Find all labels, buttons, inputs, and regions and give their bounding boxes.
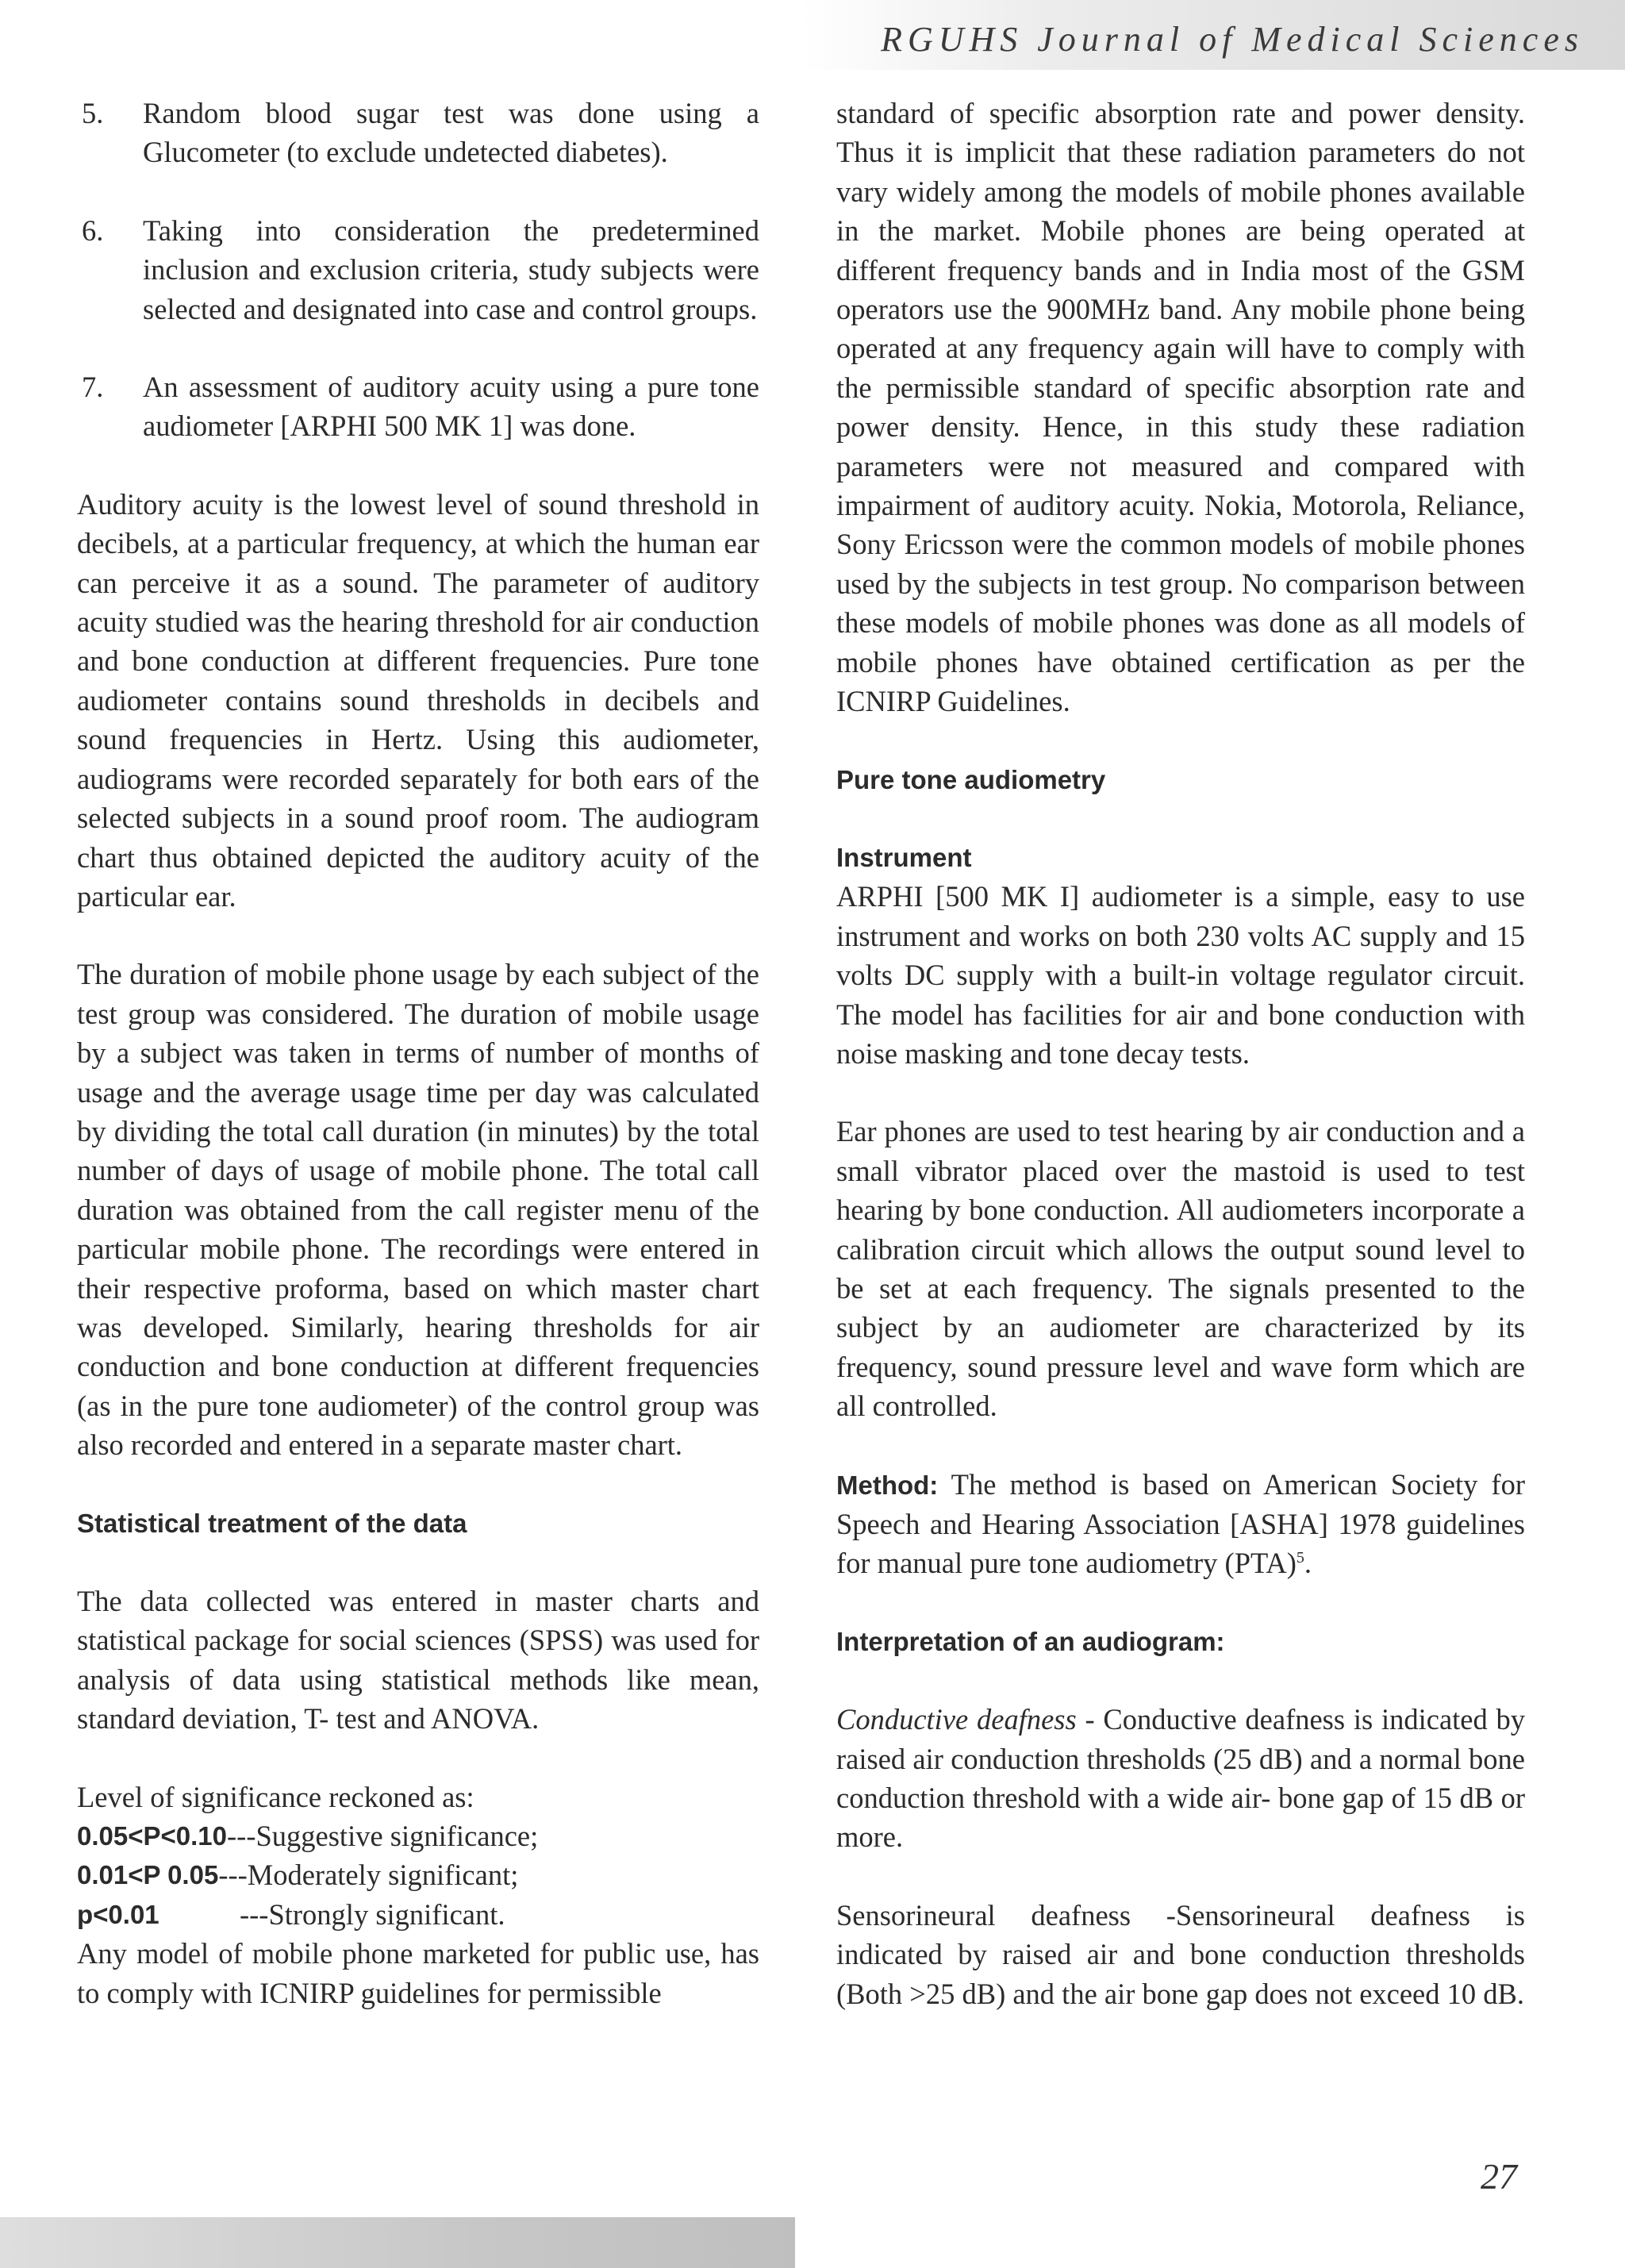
list-number: 5. xyxy=(82,97,104,129)
list-item xyxy=(77,367,759,446)
footer-band xyxy=(0,2217,795,2268)
conductive-text: - Conductive deafness is indicated by raised air conduction thresholds (25 dB) and a normal bone conduction threshold with a wide air- bone gap of 15 dB or more. xyxy=(836,1703,1526,1854)
list-number: 6. xyxy=(82,213,104,247)
significance-desc: ---Strongly significant. xyxy=(240,1897,505,1931)
significance-row xyxy=(77,1855,759,1894)
significance-row xyxy=(77,1895,759,1934)
significance-desc: ---Moderately significant; xyxy=(218,1859,519,1892)
auditory-acuity-paragraph: Auditory acuity is the lowest level of sound threshold in decibels, at a particular frequency, at which the human ear can perceive it as a sound. The parameter of auditory acuity studied was the hearing threshold for air conduction and bone conduction at different frequencies. Pure tone audiometer contains sound thresholds in decibels and sound frequencies in Hertz. Using this audiometer, audiograms were recorded separately for both ears of the selected subjects in a sound proof room. The audiogram chart thus obtained depicted the auditory acuity of the particular ear. xyxy=(77,487,759,913)
left-column xyxy=(77,94,759,2012)
list-text: Taking into consideration the predetermined inclusion and exclusion criteria, study subjects were selected and designated into case and control groups. xyxy=(143,213,759,325)
significance-row xyxy=(77,1816,759,1855)
conductive-paragraph xyxy=(836,1700,1525,1857)
icnirp-paragraph: Any model of mobile phone marketed for public use, has to comply with ICNIRP guidelines for permissible xyxy=(77,1937,759,2009)
significance-desc: ---Suggestive significance; xyxy=(227,1820,539,1853)
method-end: . xyxy=(1304,1547,1312,1580)
conductive-label: Conductive deafness xyxy=(836,1703,1077,1736)
pure-tone-audiometry-heading: Pure tone audiometry xyxy=(836,764,1106,794)
journal-title: RGUHS Journal of Medical Sciences xyxy=(881,20,1584,59)
list-item xyxy=(77,211,759,329)
statistical-treatment-heading: Statistical treatment of the data xyxy=(77,1508,467,1538)
list-text: An assessment of auditory acuity using a pure tone audiometer [ARPHI 500 MK 1] was done. xyxy=(143,371,759,443)
significance-key: 0.05<P<0.10 xyxy=(77,1821,228,1851)
instrument-heading: Instrument xyxy=(836,842,972,872)
list-text: Random blood sugar test was done using a Glucometer (to exclude undetected diabetes). xyxy=(143,97,759,169)
significance-key: 0.01<P 0.05 xyxy=(77,1860,219,1890)
usage-duration-paragraph: The duration of mobile phone usage by each subject of the test group was considered. The duration of mobile usage by a subject was taken in terms of number of months of usage and the average usage time per day was calculated by dividing the total call duration (in minutes) by the total number of days of usage of mobile phone. The total call duration was obtained from the call register menu of the particular mobile phone. The recordings were entered in their respective proforma, based on which master chart was developed. Similarly, hearing thresholds for air conduction and bone conduction at different frequencies (as in the pure tone audiometer) of the control group was also recorded and entered in a separate master chart. xyxy=(77,958,759,1462)
ear-phones-paragraph: Ear phones are used to test hearing by air conduction and a small vibrator placed over the mastoid is used to test hearing by bone conduction. All audiometers incorporate a calibration circuit which allows the output sound level to be set at each frequency. The signals presented to the subject by an audiometer are characterized by its frequency, sound pressure level and wave form which are all controlled. xyxy=(836,1115,1525,1423)
instrument-paragraph: ARPHI [500 MK I] audiometer is a simple, easy to use instrument and works on both 230 volts AC supply and 15 volts DC supply with a built-in voltage regulator circuit. The model has facilities for air and bone conduction with noise masking and tone decay tests. xyxy=(836,880,1525,1070)
sensorineural-paragraph: Sensorineural deafness -Sensorineural deafness is indicated by raised air and bone conduction thresholds (Both >25 dB) and the air bone gap does not exceed 10 dB. xyxy=(836,1898,1525,2010)
significance-intro: Level of significance reckoned as: xyxy=(77,1780,474,1813)
right-column xyxy=(836,94,1525,2013)
spss-paragraph: The data collected was entered in master charts and statistical package for social sciences (SPSS) was used for analysis of data using statistical methods like mean, standard deviation, T- test and ANOVA. xyxy=(77,1585,759,1736)
radiation-paragraph: standard of specific absorption rate and power density. Thus it is implicit that these radiation parameters do not vary widely among the models of mobile phones available in the market. Mobile phones are being operated at different frequency bands and in India most of the GSM operators use the 900MHz band. Any mobile phone being operated at any frequency again will have to comply with the permissible standard of specific absorption rate and power density. Hence, in this study these radiation parameters were not measured and compared with impairment of auditory acuity. Nokia, Motorola, Reliance, Sony Ericsson were the common models of mobile phones used by the subjects in test group. No comparison between these models of mobile phones was done as all models of mobile phones have obtained certification as per the ICNIRP Guidelines. xyxy=(836,97,1525,718)
significance-key: p<0.01 xyxy=(77,1899,159,1929)
interpretation-heading: Interpretation of an audiogram: xyxy=(836,1626,1225,1656)
method-paragraph xyxy=(836,1465,1525,1583)
method-reference: 5 xyxy=(1296,1549,1304,1567)
list-item xyxy=(77,94,759,172)
method-text: The method is based on American Society for Speech and Hearing Association [ASHA] 1978 guidelines for manual pure tone audiometry (PTA) xyxy=(836,1467,1525,1580)
list-number: 7. xyxy=(82,371,104,404)
page-number: 27 xyxy=(1481,2156,1517,2197)
method-label: Method: xyxy=(836,1470,939,1500)
